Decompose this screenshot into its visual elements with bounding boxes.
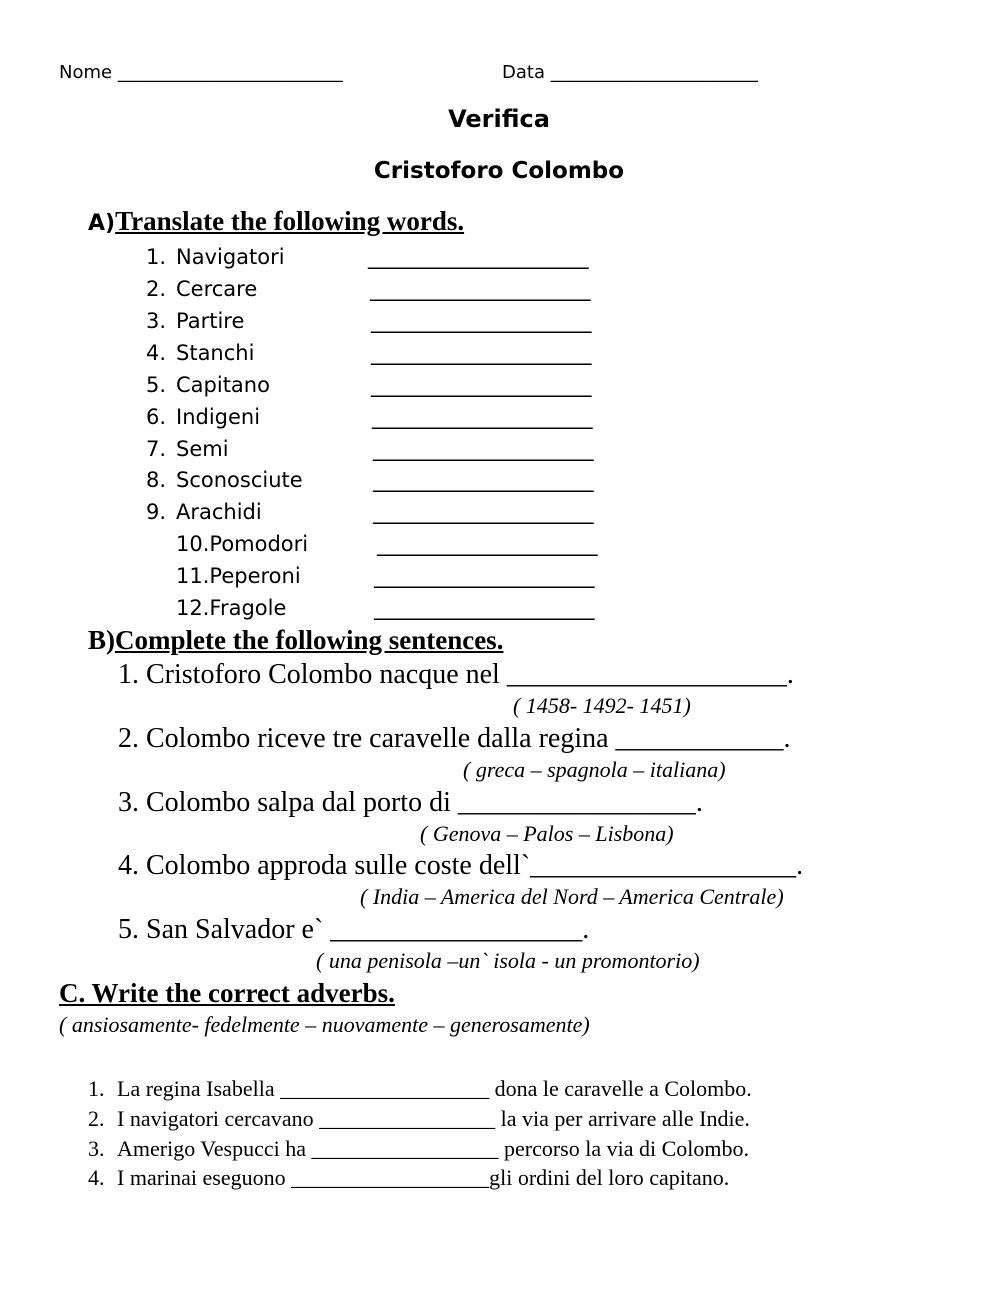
answer-blank[interactable]: _____________________	[368, 245, 589, 269]
list-item: 12.Fragole	[176, 596, 287, 620]
sentence-3-options: ( Genova – Palos – Lisbona)	[420, 821, 674, 846]
item-word: Capitano	[176, 373, 270, 397]
sentence-4-options: ( India – America del Nord – America Centrale)	[360, 884, 784, 909]
adverb-word-bank: ( ansiosamente- fedelmente – nuovamente – generosamente)	[59, 1012, 590, 1037]
adverb-sentence-1[interactable]: 1. La regina Isabella ___________________ dona le caravelle a Colombo.	[88, 1076, 752, 1101]
page-title: Verifica	[448, 105, 550, 133]
list-item: 6. Indigeni	[146, 405, 261, 429]
answer-blank[interactable]: _____________________	[373, 437, 594, 461]
item-word: Partire	[176, 309, 245, 333]
list-item: 10.Pomodori	[176, 532, 309, 556]
item-word: Semi	[176, 437, 229, 461]
item-word: Arachidi	[176, 500, 262, 524]
item-word: Pomodori	[209, 532, 309, 556]
section-a-heading	[88, 206, 464, 237]
section-c-heading: C. Write the correct adverbs.	[59, 978, 395, 1008]
section-b-title: Complete the following sentences.	[115, 625, 504, 655]
answer-blank[interactable]: _____________________	[371, 373, 592, 397]
item-word: Fragole	[209, 596, 287, 620]
answer-blank[interactable]: _____________________	[370, 277, 591, 301]
list-item: 5. Capitano	[146, 373, 270, 397]
answer-blank[interactable]: _____________________	[372, 405, 593, 429]
item-word: Navigatori	[176, 245, 285, 269]
section-b-heading	[88, 625, 503, 656]
sentence-1[interactable]: 1. Cristoforo Colombo nacque nel ____________________.	[118, 659, 794, 690]
list-item: 1. Navigatori	[146, 245, 285, 269]
list-item: 8. Sconosciute	[146, 468, 303, 492]
adverb-sentence-3[interactable]: 3. Amerigo Vespucci ha _________________ percorso la via di Colombo.	[88, 1136, 749, 1161]
list-item: 7. Semi	[146, 437, 229, 461]
sentence-5[interactable]: 5. San Salvador e` __________________.	[118, 914, 590, 945]
answer-blank[interactable]: _____________________	[371, 309, 592, 333]
answer-blank[interactable]: _____________________	[371, 341, 592, 365]
date-field[interactable]	[502, 62, 758, 83]
item-word: Cercare	[176, 277, 258, 301]
list-item: 11.Peperoni	[176, 564, 301, 588]
name-field[interactable]	[59, 62, 343, 83]
sentence-2[interactable]: 2. Colombo riceve tre caravelle dalla regina ____________.	[118, 723, 791, 754]
answer-blank[interactable]: _____________________	[374, 596, 595, 620]
sentence-5-options: ( una penisola –un` isola - un promontorio)	[316, 948, 700, 973]
answer-blank[interactable]: _____________________	[373, 500, 594, 524]
page-subtitle: Cristoforo Colombo	[373, 158, 625, 184]
section-a-title: Translate the following words.	[115, 206, 465, 236]
name-blank[interactable]: _________________________	[117, 62, 343, 83]
item-word: Indigeni	[176, 405, 261, 429]
list-item: 2. Cercare	[146, 277, 258, 301]
item-word: Peperoni	[209, 564, 301, 588]
sentence-1-options: ( 1458- 1492- 1451)	[513, 693, 691, 718]
item-word: Sconosciute	[176, 468, 303, 492]
name-label: Nome	[59, 62, 113, 83]
sentence-3[interactable]: 3. Colombo salpa dal porto di _________________.	[118, 787, 703, 818]
section-a-marker: A)	[88, 211, 116, 236]
adverb-sentence-2[interactable]: 2. I navigatori cercavano ________________ la via per arrivare alle Indie.	[88, 1106, 750, 1131]
answer-blank[interactable]: _____________________	[373, 468, 594, 492]
list-item: 3. Partire	[146, 309, 245, 333]
sentence-2-options: ( greca – spagnola – italiana)	[463, 757, 726, 782]
list-item: 9. Arachidi	[146, 500, 262, 524]
date-blank[interactable]: _______________________	[550, 62, 758, 83]
list-item: 4. Stanchi	[146, 341, 255, 365]
date-label: Data	[502, 62, 545, 83]
sentence-4[interactable]: 4. Colombo approda sulle coste dell`___________________.	[118, 850, 804, 881]
section-b-marker: B)	[88, 625, 115, 655]
answer-blank[interactable]: _____________________	[374, 564, 595, 588]
item-word: Stanchi	[176, 341, 255, 365]
adverb-sentence-4[interactable]: 4. I marinai eseguono __________________gli ordini del loro capitano.	[88, 1165, 730, 1190]
answer-blank[interactable]: _____________________	[377, 532, 598, 556]
